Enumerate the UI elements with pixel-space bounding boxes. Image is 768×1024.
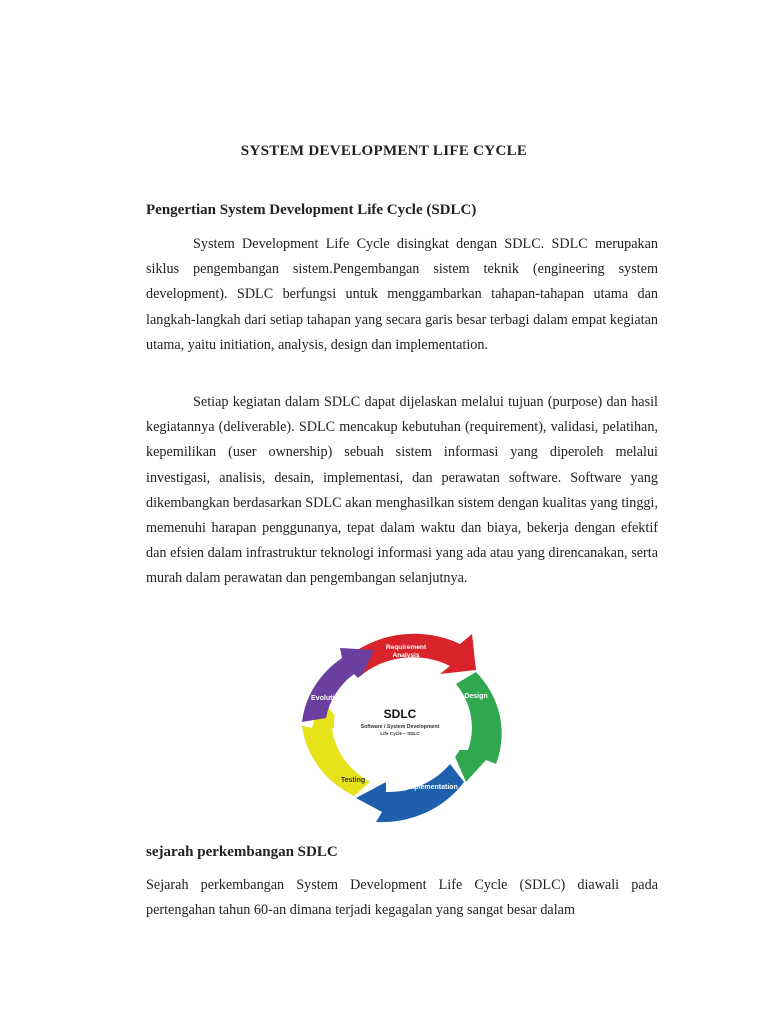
label-implementation: Implementation xyxy=(406,784,458,791)
label-evolution: Evolution xyxy=(311,695,343,702)
label-analysis: Analysis xyxy=(392,652,420,659)
center-subtitle-1: Software / System Development xyxy=(360,724,440,730)
section-heading-pengertian: Pengertian System Development Life Cycle (SDLC) xyxy=(146,202,477,218)
paragraph-1: System Development Life Cycle disingkat dengan SDLC. SDLC merupakan siklus pengembangan sistem.Pengembangan sistem teknik (engineering system development). SDLC berfungsi untuk menggambarkan tahapan-tahapan utama dan langkah-langkah dari setiap tahapan yang secara garis besar terbagi dalam empat kegiatan utama, yaitu initiation, analysis, design dan implementation. xyxy=(146,236,658,353)
label-testing: Testing xyxy=(340,777,366,784)
center-title: SDLC xyxy=(383,707,417,721)
label-design: Design xyxy=(464,693,488,700)
label-requirement: Requirement xyxy=(385,644,427,651)
sdlc-cycle-svg xyxy=(290,622,510,832)
paragraph-2: Setiap kegiatan dalam SDLC dapat dijelaskan melalui tujuan (purpose) dan hasil kegiatannya (deliverable). SDLC mencakup kebutuhan (requirement), validasi, pelatihan, kepemilikan (user ownership) sebuah sistem informasi yang diperoleh melalui investigasi, analisis, desain, implementasi, dan perawatan software. Software yang dikembangkan berdasarkan SDLC akan menghasilkan sistem dengan kualitas yang tinggi, memenuhi harapan penggunanya, tepat dalam waktu dan biaya, bekerja dengan efektif dan efsien dalam infrastruktur teknologi informasi yang ada atau yang direncanakan, serta murah dalam perawatan dan pengembangan selanjutnya. xyxy=(146,394,658,587)
document-title: SYSTEM DEVELOPMENT LIFE CYCLE xyxy=(240,143,528,159)
section-heading-sejarah: sejarah perkembangan SDLC xyxy=(146,844,338,860)
center-subtitle-2: Life Cycle – SDLC xyxy=(380,731,420,736)
paragraph-3: Sejarah perkembangan System Development Life Cycle (SDLC) diawali pada pertengahan tahun 60-an dimana terjadi kegagalan yang sangat besar dalam xyxy=(146,877,658,919)
sdlc-cycle-diagram xyxy=(290,622,510,832)
